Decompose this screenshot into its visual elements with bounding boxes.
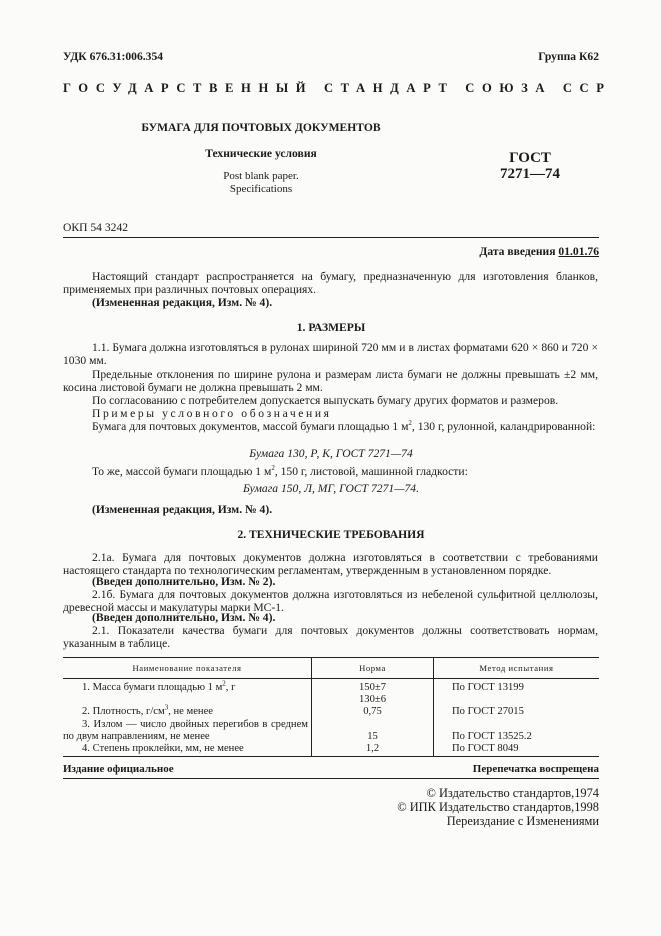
english-title-line1: Post blank paper.	[223, 170, 299, 182]
example-2-text: То же, массой бумаги площадью 1 $м^2$, 150 г, листовой, машинной гладкости:	[92, 464, 468, 478]
column-header-indicator: Наименование показателя	[63, 658, 312, 679]
document-title: БУМАГА ДЛЯ ПОЧТОВЫХ ДОКУМЕНТОВ	[141, 121, 381, 134]
table-header-row	[63, 658, 599, 679]
divider	[63, 778, 599, 779]
paragraph-agreement: По согласованию с потребителем допускается выпускать бумагу других форматов и размеров.	[92, 394, 559, 407]
quality-indicators-table	[63, 657, 599, 757]
reissue-note: Переиздание с Изменениями	[446, 814, 599, 828]
indicator-cell: 3. Излом — число двойных перегибов в среднем по двум направлениям, не менее	[63, 719, 312, 743]
table-row	[63, 706, 599, 718]
document-subtitle: Технические условия	[205, 147, 317, 160]
copyright-1974: © Издательство стандартов,1974	[426, 786, 599, 800]
edit-note: (Измененная редакция, Изм. № 4).	[92, 503, 273, 516]
method-cell: По ГОСТ 27015	[452, 706, 524, 718]
udc-code: УДК 676.31:006.354	[63, 50, 164, 63]
column-header-norm: Норма	[312, 658, 434, 679]
intro-paragraph: Настоящий стандарт распространяется на бумагу, предназначенную для изготовления бланков, применяемых при различных почтовых операциях.	[63, 270, 598, 297]
official-edition-label: Издание официальное	[63, 763, 174, 775]
indicator-cell	[63, 694, 312, 706]
column-header-method: Метод испытания	[434, 658, 600, 679]
table-row	[63, 694, 599, 706]
examples-heading: Примеры условного обозначения	[92, 407, 332, 420]
edit-note: (Введен дополнительно, Изм. № 2).	[92, 575, 276, 588]
paragraph-1-1: 1.1. Бумага должна изготовляться в рулонах шириной 720 мм и в листах форматами 620 × 860 и 720 × 1030 мм.	[63, 341, 598, 368]
paragraph-2-1b: 2.1б. Бумага для почтовых документов должна изготовляться из небеленой сульфитной целлюлозы, древесной массы и макулатуры марки МС-1.	[63, 588, 598, 615]
example-1-text: Бумага для почтовых документов, массой бумаги площадью 1 $м^2$, 130 г, рулонной, каландрированной:	[92, 419, 596, 433]
norm-cell: 150±7	[312, 679, 434, 695]
indicator-cell: 2. Плотность, $г/см^3$, не менее	[63, 706, 312, 718]
edit-note: (Введен дополнительно, Изм. № 4).	[92, 611, 276, 624]
table-row	[63, 743, 599, 757]
indicator-cell: 4. Степень проклейки, мм, не менее	[63, 743, 312, 757]
reprint-prohibited-label: Перепечатка воспрещена	[472, 763, 599, 775]
norm-cell: 1,2	[312, 743, 434, 757]
state-standard-banner: ГОСУДАРСТВЕННЫЙ СТАНДАРТ СОЮЗА ССР	[63, 81, 612, 95]
paragraph-deviations: Предельные отклонения по ширине рулона и размерам листа бумаги не должны превышать ±2 мм, косина листовой бумаги не должна превышать 2 мм.	[63, 368, 598, 395]
introduction-date: Дата введения 01.01.76	[479, 245, 599, 258]
indicator-cell: 1. Масса бумаги площадью 1 $м^2$, г	[63, 679, 312, 695]
norm-cell: 15	[312, 719, 434, 743]
copyright-1998: © ИПК Издательство стандартов,1998	[397, 800, 599, 814]
paragraph-2-1: 2.1. Показатели качества бумаги для почтовых документов должны соответствовать нормам, указанным в таблице.	[63, 624, 598, 651]
example-2-designation: Бумага 150, Л, МГ, ГОСТ 7271—74.	[242, 482, 419, 495]
table-row	[63, 719, 599, 743]
norm-cell: 0,75	[312, 706, 434, 718]
method-cell	[434, 694, 600, 706]
classification-group: Группа К62	[538, 50, 599, 63]
divider	[63, 237, 599, 238]
norm-cell: 130±6	[312, 694, 434, 706]
edit-note: (Измененная редакция, Изм. № 4).	[92, 296, 273, 309]
okp-code: ОКП 54 3242	[63, 221, 129, 234]
example-1-designation: Бумага 130, Р, К, ГОСТ 7271—74	[249, 447, 413, 460]
paragraph-2-1a: 2.1а. Бумага для почтовых документов должна изготовляться в соответствии с требованиями настоящего стандарта по технологическим регламентам, утвержденным в установленном порядке.	[63, 551, 598, 578]
gost-label: ГОСТ	[509, 150, 551, 166]
gost-number: 7271—74	[500, 166, 560, 182]
table-row	[63, 679, 599, 695]
section-2-title: 2. ТЕХНИЧЕСКИЕ ТРЕБОВАНИЯ	[237, 528, 425, 541]
method-cell: По ГОСТ 13525.2	[452, 730, 532, 742]
english-title-line2: Specifications	[229, 183, 293, 195]
method-cell: По ГОСТ 8049	[434, 743, 600, 757]
method-cell: По ГОСТ 13199	[452, 682, 524, 693]
section-1-title: 1. РАЗМЕРЫ	[296, 321, 366, 334]
